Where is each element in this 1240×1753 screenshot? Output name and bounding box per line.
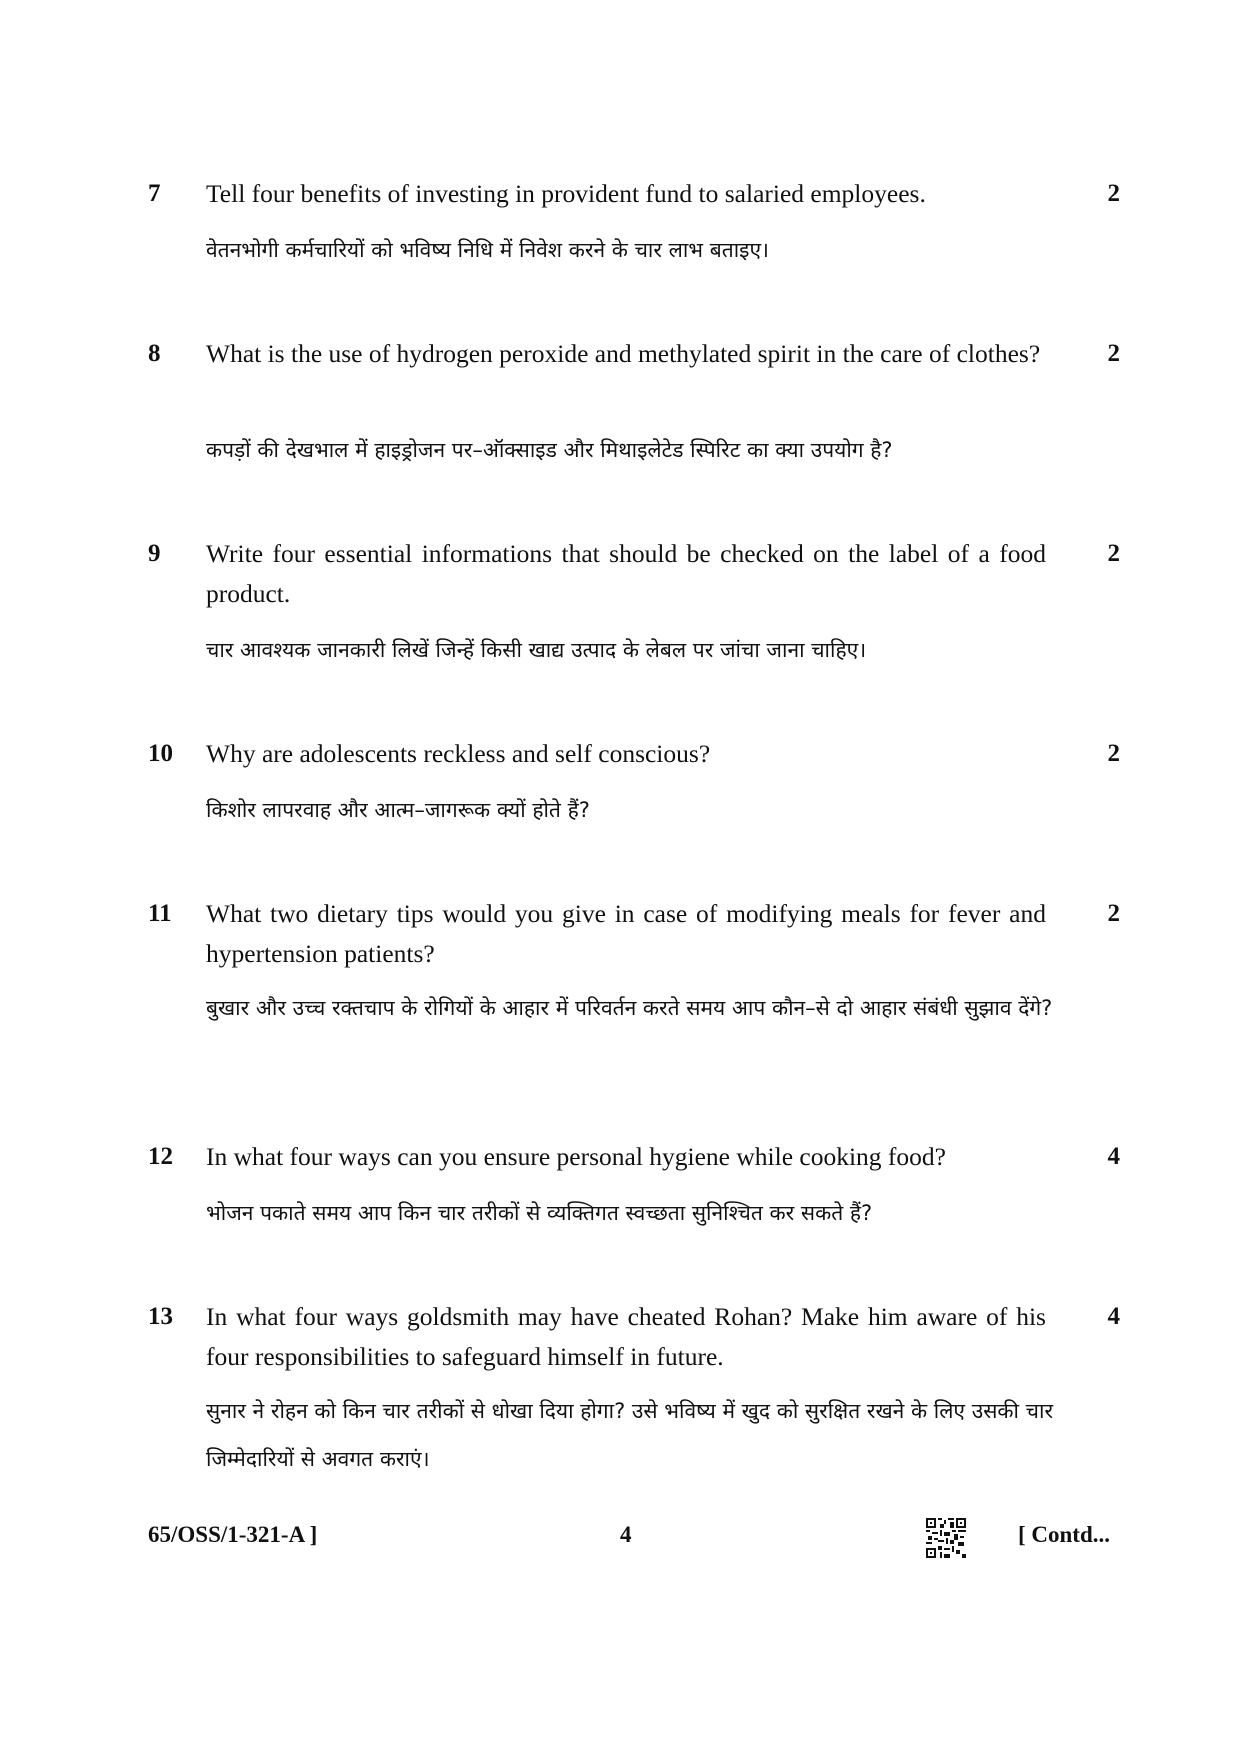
question-marks: 2 xyxy=(1107,180,1120,207)
question-text-hindi: कपड़ों की देखभाल में हाइड्रोजन पर–ऑक्साइड और मिथाइलेटेड स्पिरिट का क्या उपयोग है? xyxy=(206,438,893,462)
question-marks: 2 xyxy=(1107,340,1120,367)
question-text-hindi: बुखार और उच्च रक्तचाप के रोगियों के आहार में परिवर्तन करते समय आप कौन–से दो आहार संबंधी सुझाव देंगे? xyxy=(206,996,1053,1020)
question-text-english: What two dietary tips would you give in case of modifying meals for fever and hypertension patients? xyxy=(206,899,1046,968)
question-marks: 4 xyxy=(1107,1303,1120,1330)
question-marks: 2 xyxy=(1107,900,1120,927)
question-text-english: Write four essential informations that should be checked on the label of a food product. xyxy=(206,539,1046,608)
continued-marker: [ Contd... xyxy=(1018,1522,1111,1547)
question-text-english: In what four ways goldsmith may have cheated Rohan? Make him aware of his four responsibilities to safeguard himself in future. xyxy=(206,1302,1046,1371)
question-marks: 2 xyxy=(1107,540,1120,567)
question-text-hindi: चार आवश्यक जानकारी लिखें जिन्हें किसी खाद्य उत्पाद के लेबल पर जांचा जाना चाहिए। xyxy=(206,638,867,662)
question-text-english: What is the use of hydrogen peroxide and methylated spirit in the care of clothes? xyxy=(206,339,1041,368)
question-text-hindi: सुनार ने रोहन को किन चार तरीकों से धोखा दिया होगा? उसे भविष्य में खुद को सुरक्षित रखने के लिए उसकी चार जिम्मेदारियों से अवगत कराएं। xyxy=(206,1399,1054,1471)
question-text-hindi: किशोर लापरवाह और आत्म–जागरूक क्यों होते हैं? xyxy=(206,798,590,822)
page-number: 4 xyxy=(620,1522,632,1547)
question-text-english: Why are adolescents reckless and self conscious? xyxy=(206,739,711,768)
question-number: 10 xyxy=(148,740,173,767)
question-number: 8 xyxy=(148,340,161,367)
question-text-hindi: वेतनभोगी कर्मचारियों को भविष्य निधि में निवेश करने के चार लाभ बताइए। xyxy=(206,238,770,262)
question-text-english: Tell four benefits of investing in provident fund to salaried employees. xyxy=(206,179,926,208)
qr-code-icon xyxy=(926,1518,966,1558)
question-number: 7 xyxy=(148,180,161,207)
question-number: 12 xyxy=(148,1143,173,1170)
paper-code: 65/OSS/1-321-A ] xyxy=(148,1522,318,1547)
question-number: 11 xyxy=(148,900,172,927)
question-text-english: In what four ways can you ensure personal hygiene while cooking food? xyxy=(206,1142,946,1171)
question-text-hindi: भोजन पकाते समय आप किन चार तरीकों से व्यक्तिगत स्वच्छता सुनिश्चित कर सकते हैं? xyxy=(206,1201,873,1225)
question-marks: 2 xyxy=(1107,740,1120,767)
question-marks: 4 xyxy=(1107,1143,1120,1170)
question-number: 9 xyxy=(148,540,161,567)
question-number: 13 xyxy=(148,1303,173,1330)
